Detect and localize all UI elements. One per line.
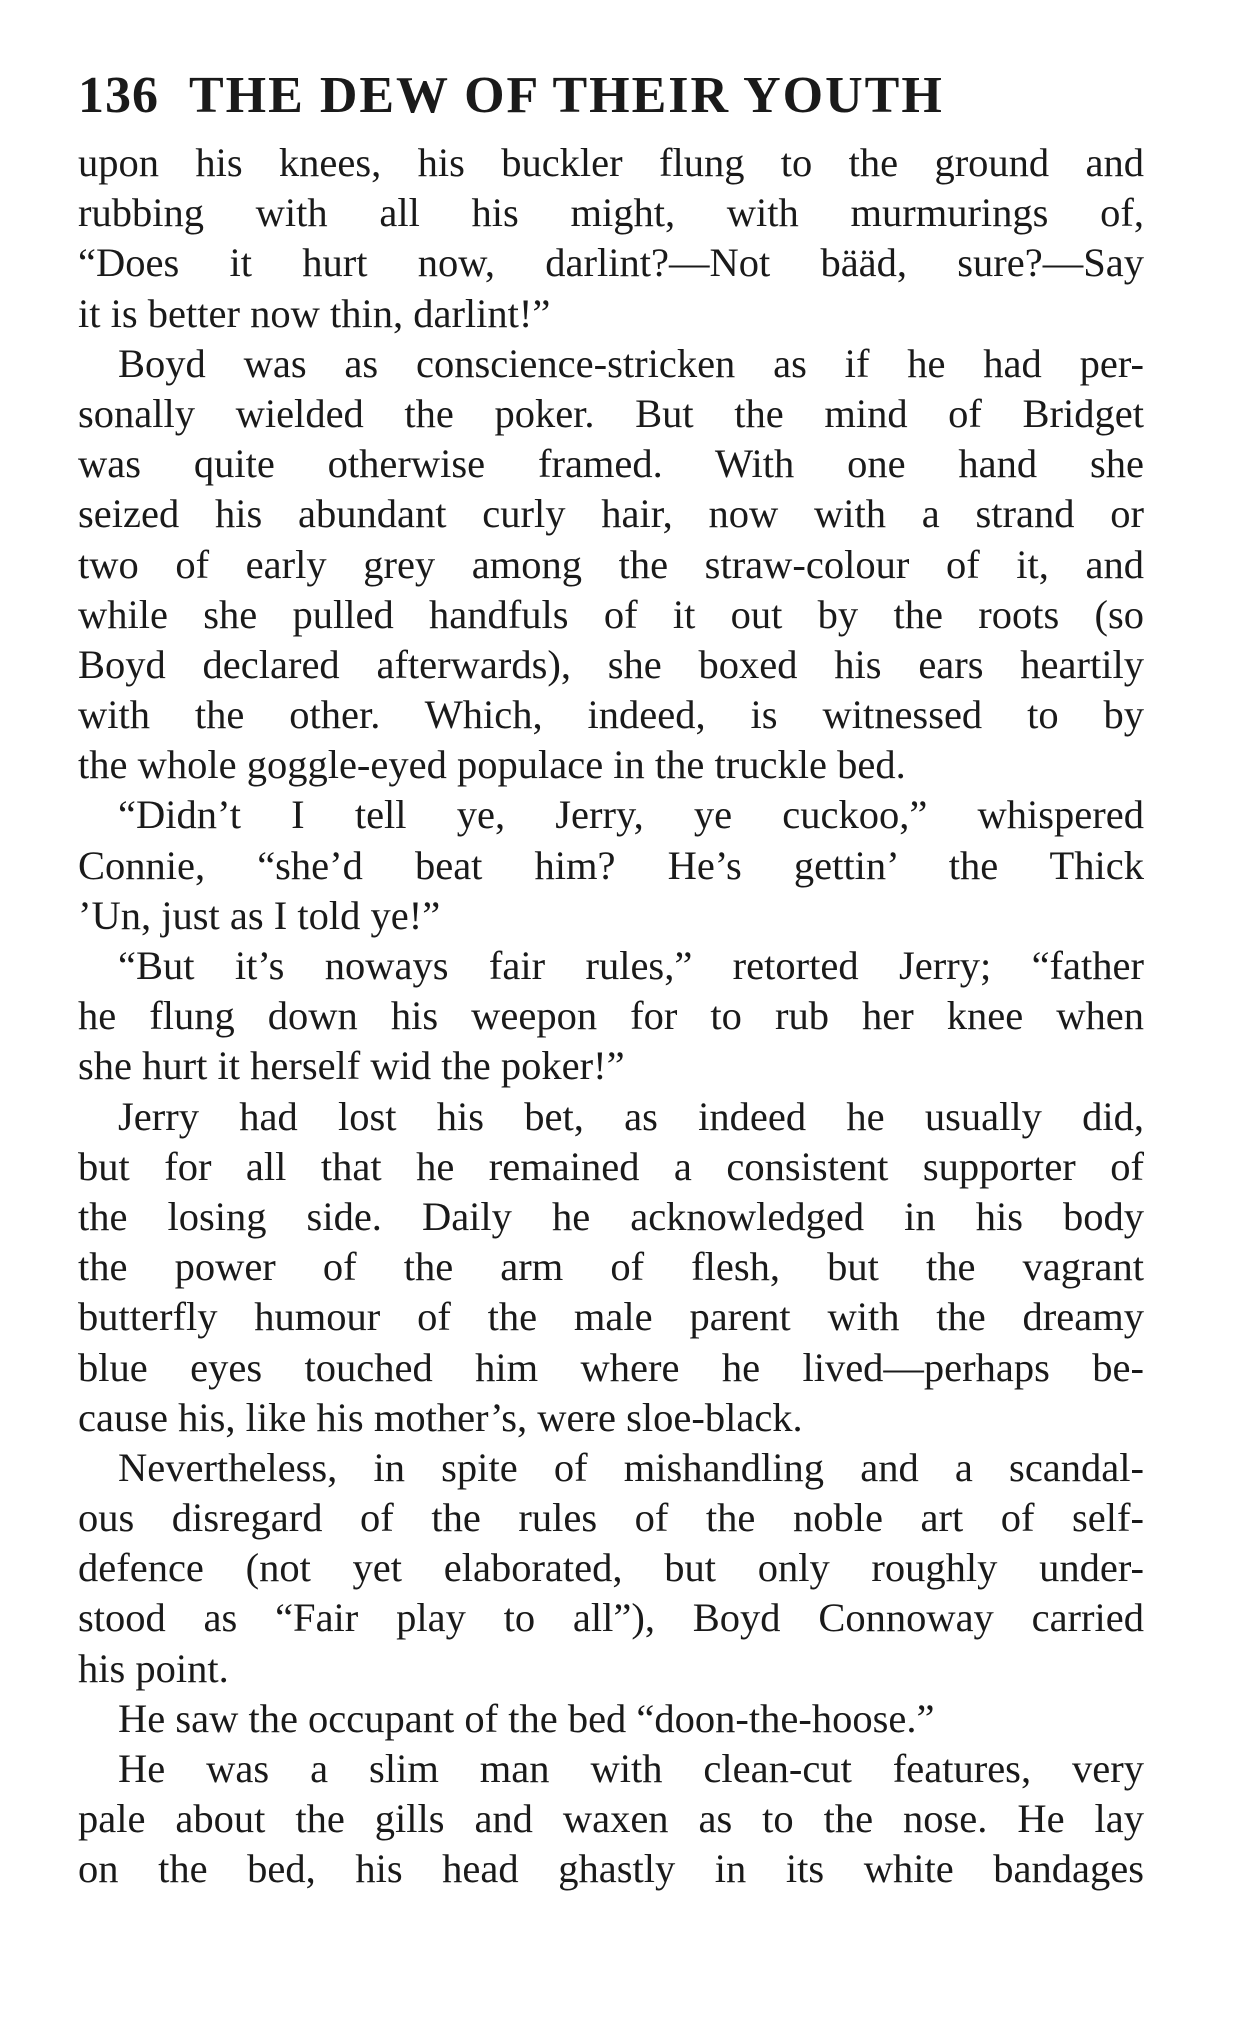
running-head (78, 66, 1144, 126)
text-line: two of early grey among the straw-colour of it, and (78, 541, 1144, 587)
text-line: blue eyes touched him where he lived—perhaps be- (78, 1344, 1144, 1390)
page-number: 136 (78, 67, 159, 124)
text-line: was quite otherwise framed. With one hand she (78, 441, 1144, 487)
text-line: upon his knees, his buckler flung to the ground and (78, 140, 1144, 185)
text-line: while she pulled handfuls of it out by the roots (so (78, 591, 1144, 637)
text-line: with the other. Which, indeed, is witnessed to by (78, 692, 1144, 738)
text-line: defence (not yet elaborated, but only roughly under- (78, 1545, 1144, 1591)
text-line: the whole goggle-eyed populace in the truckle bed. (78, 742, 906, 788)
text-line: he flung down his weepon for to rub her knee when (78, 993, 1144, 1039)
text-line: the power of the arm of flesh, but the vagrant (78, 1244, 1144, 1290)
text-line: pale about the gills and waxen as to the nose. He lay (78, 1796, 1144, 1842)
book-page (78, 66, 1144, 1895)
text-line: Boyd was as conscience-stricken as if he had per- (118, 340, 1144, 386)
text-line: she hurt it herself wid the poker!” (78, 1043, 625, 1089)
text-line: his point. (78, 1645, 229, 1691)
text-line: Boyd declared afterwards), she boxed his ears heartily (78, 641, 1144, 687)
text-line: on the bed, his head ghastly in its white bandages (78, 1846, 1144, 1892)
text-line: “Does it hurt now, darlint?—Not bääd, sure?—Say (78, 240, 1144, 286)
text-line: sonally wielded the poker. But the mind of Bridget (78, 390, 1144, 436)
text-line: it is better now thin, darlint!” (78, 290, 551, 336)
text-line: seized his abundant curly hair, now with a strand or (78, 491, 1144, 537)
body-text (78, 138, 1144, 1895)
text-line: stood as “Fair play to all”), Boyd Connoway carried (78, 1595, 1144, 1641)
text-line: rubbing with all his might, with murmurings of, (78, 190, 1144, 236)
text-line: cause his, like his mother’s, were sloe-black. (78, 1394, 803, 1440)
text-line: Connie, “she’d beat him? He’s gettin’ the Thick (78, 842, 1144, 888)
text-line: ’Un, just as I told ye!” (78, 892, 441, 938)
text-line: He saw the occupant of the bed “doon-the-hoose.” (118, 1695, 935, 1741)
running-title: THE DEW OF THEIR YOUTH (189, 67, 944, 124)
text-line: “Didn’t I tell ye, Jerry, ye cuckoo,” whispered (118, 792, 1144, 838)
text-line: He was a slim man with clean-cut features, very (118, 1746, 1144, 1791)
text-line: Nevertheless, in spite of mishandling and a scandal- (118, 1444, 1144, 1490)
text-line: “But it’s noways fair rules,” retorted Jerry; “father (118, 943, 1144, 988)
text-line: Jerry had lost his bet, as indeed he usually did, (118, 1093, 1144, 1139)
text-line: but for all that he remained a consistent supporter of (78, 1143, 1144, 1189)
text-line: butterfly humour of the male parent with the dreamy (78, 1294, 1144, 1340)
text-line: the losing side. Daily he acknowledged in his body (78, 1193, 1144, 1239)
text-line: ous disregard of the rules of the noble art of self- (78, 1495, 1144, 1541)
